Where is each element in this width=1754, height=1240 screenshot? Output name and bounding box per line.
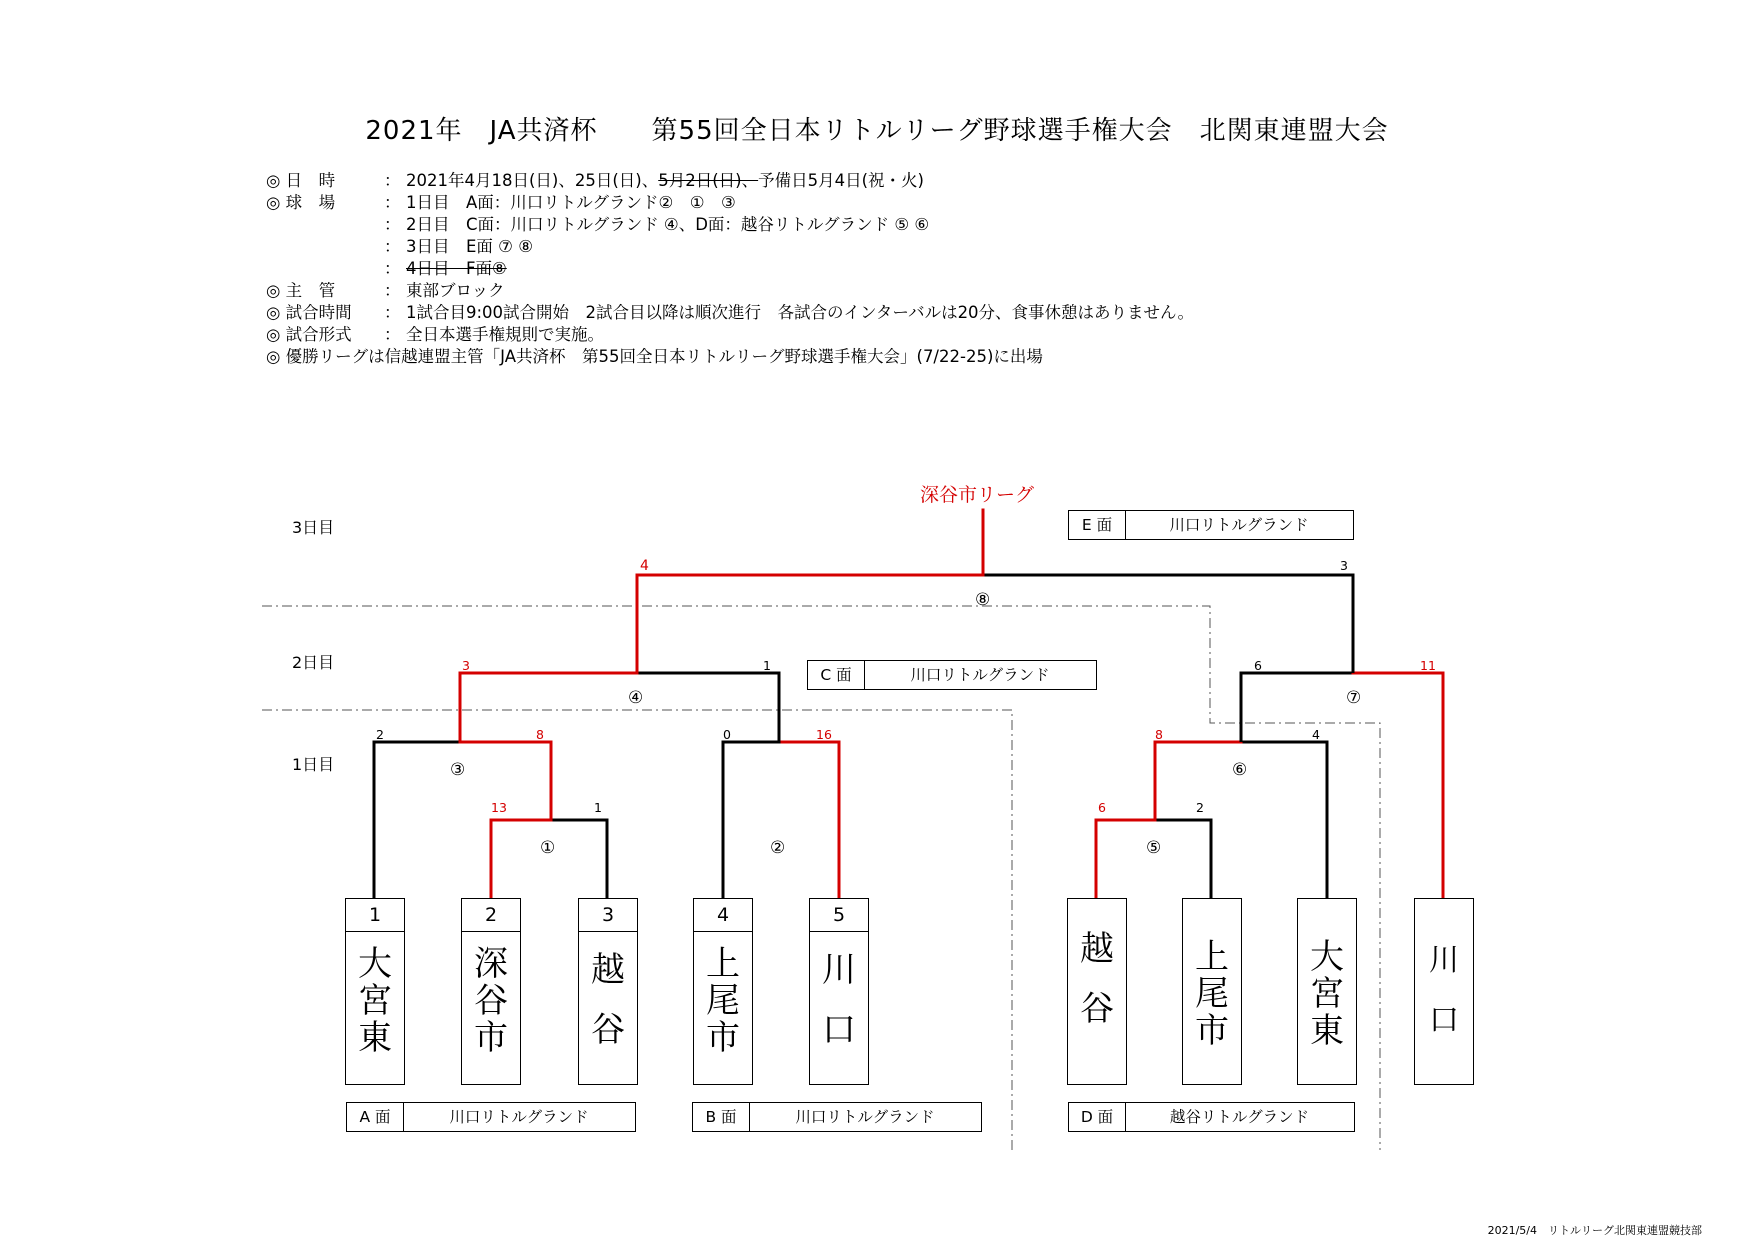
score-label: 13 — [491, 800, 507, 815]
info-key: ◎ 優勝リーグは信越連盟主管「JA共済杯 第55回全日本リトルリーグ野球選手権大会」(7/22-25)に出場 — [266, 347, 1043, 366]
venue-box-c — [807, 660, 1097, 690]
champion-label: 深谷市リーグ — [920, 484, 1035, 506]
info-colon: ： — [384, 215, 401, 234]
day-label-1: 1日目 — [292, 755, 335, 774]
bracket-line-loser — [551, 820, 607, 898]
team-seed-number: 1 — [346, 899, 404, 932]
venue-box-e — [1068, 510, 1354, 540]
info-value-struck: 4日目 F面⑧ — [406, 259, 507, 278]
venue-box-a — [346, 1102, 636, 1132]
team-box — [1067, 898, 1127, 1085]
info-value: 全日本選手権規則で実施。 — [406, 325, 604, 344]
score-label: 1 — [594, 800, 602, 815]
score-label: 0 — [723, 727, 731, 742]
bracket-line-loser — [723, 742, 779, 898]
info-value: 東部ブロック — [406, 281, 505, 300]
bracket-line-loser — [374, 742, 460, 898]
venue-ground: 川口リトルグランド — [1169, 516, 1309, 534]
team-name: 大宮東 — [1310, 937, 1344, 1051]
team-name: 越谷 — [591, 950, 625, 1050]
bracket-line-winner — [779, 742, 839, 898]
bracket-line-winner — [1096, 742, 1155, 898]
page-title: 2021年 JA共済杯 第55回全日本リトルリーグ野球選手権大会 北関東連盟大会 — [365, 116, 1389, 146]
info-date-reserve: 予備日5月4日(祝・火) — [758, 171, 924, 190]
info-colon: ： — [384, 193, 401, 212]
score-label: 1 — [763, 658, 771, 673]
team-box — [809, 898, 869, 1085]
score-label: 2 — [1196, 800, 1204, 815]
team-name: 大宮東 — [358, 944, 392, 1058]
venue-box-d — [1068, 1102, 1355, 1132]
bracket-line-loser — [1155, 820, 1211, 898]
bracket-line-winner — [1155, 673, 1241, 742]
team-name: 上尾市 — [1195, 937, 1229, 1051]
venue-ground: 川口リトルグランド — [449, 1108, 589, 1126]
info-colon: ： — [384, 303, 401, 322]
game-number: ② — [770, 838, 786, 858]
game-number: ⑥ — [1232, 760, 1248, 780]
bracket-line-winner — [1353, 575, 1443, 898]
day-label-2: 2日目 — [292, 653, 335, 672]
info-key: ◎ 主 管 — [266, 281, 336, 300]
bracket-line-loser — [637, 673, 779, 742]
info-key: ◎ 日 時 — [266, 171, 336, 190]
venue-label: C 面 — [808, 661, 865, 689]
venue-label: B 面 — [693, 1103, 750, 1131]
info-value: 1日目 A面：川口リトルグランド② ① ③ — [406, 193, 736, 212]
game-number: ① — [540, 838, 556, 858]
score-label: 6 — [1254, 658, 1262, 673]
day-label-3: 3日目 — [292, 518, 335, 537]
team-box — [345, 898, 405, 1085]
score-label: 3 — [1340, 558, 1348, 573]
footer-credit: 2021/5/4 リトルリーグ北関東連盟競技部 — [1487, 1224, 1702, 1237]
info-key: ◎ 球 場 — [266, 193, 336, 212]
score-label: 8 — [1155, 727, 1163, 742]
team-seed-number: 4 — [694, 899, 752, 932]
team-box — [693, 898, 753, 1085]
info-colon: ： — [384, 237, 401, 256]
team-box — [1414, 898, 1474, 1085]
info-value: 3日目 E面 ⑦ ⑧ — [406, 237, 533, 256]
score-label: 4 — [1312, 727, 1320, 742]
bracket-line-winner — [491, 742, 551, 898]
info-value: 1試合目9:00試合開始 2試合目以降は順次進行 各試合のインターバルは20分、食事休憩はありません。 — [406, 303, 1195, 322]
team-seed-number: 5 — [810, 899, 868, 932]
venue-label: A 面 — [347, 1103, 404, 1131]
venue-ground: 川口リトルグランド — [910, 666, 1050, 684]
game-number: ③ — [450, 760, 466, 780]
team-name: 深谷市 — [474, 944, 508, 1058]
team-seed-number: 3 — [579, 899, 637, 932]
team-box — [1297, 898, 1357, 1085]
info-date-value: 2021年4月18日(日)、25日(日)、 — [406, 171, 659, 190]
score-label: 6 — [1098, 800, 1106, 815]
team-name: 越谷 — [1080, 929, 1114, 1029]
score-label: 16 — [816, 727, 832, 742]
info-key: ◎ 試合時間 — [266, 303, 352, 322]
team-box — [578, 898, 638, 1085]
team-name: 川口 — [822, 950, 856, 1050]
team-box — [461, 898, 521, 1085]
venue-ground: 越谷リトルグランド — [1169, 1108, 1310, 1126]
info-date-struck: 5月2日(日)、 — [658, 171, 759, 190]
bracket-line-winner — [460, 575, 637, 673]
score-label: 4 — [640, 558, 649, 574]
game-number: ④ — [628, 688, 644, 708]
score-label: 8 — [536, 727, 544, 742]
team-name: 川口 — [1429, 943, 1459, 1038]
game-number: ⑤ — [1146, 838, 1162, 858]
team-box — [1182, 898, 1242, 1085]
game-number: ⑧ — [975, 590, 991, 610]
info-colon: ： — [384, 171, 401, 190]
info-colon: ： — [384, 259, 401, 278]
team-name: 上尾市 — [706, 944, 740, 1058]
venue-box-b — [692, 1102, 982, 1132]
info-colon: ： — [384, 325, 401, 344]
info-value: 2日目 C面：川口リトルグランド ④、D面：越谷リトルグランド ⑤ ⑥ — [406, 215, 930, 234]
score-label: 11 — [1420, 658, 1436, 673]
info-key: ◎ 試合形式 — [266, 325, 352, 344]
team-seed-number: 2 — [462, 899, 520, 932]
venue-label: D 面 — [1069, 1103, 1126, 1131]
venue-label: E 面 — [1069, 511, 1126, 539]
bracket-line-loser — [1241, 742, 1327, 898]
info-colon: ： — [384, 281, 401, 300]
game-number: ⑦ — [1346, 688, 1362, 708]
score-label: 2 — [376, 727, 384, 742]
venue-ground: 川口リトルグランド — [795, 1108, 935, 1126]
score-label: 3 — [462, 658, 470, 673]
